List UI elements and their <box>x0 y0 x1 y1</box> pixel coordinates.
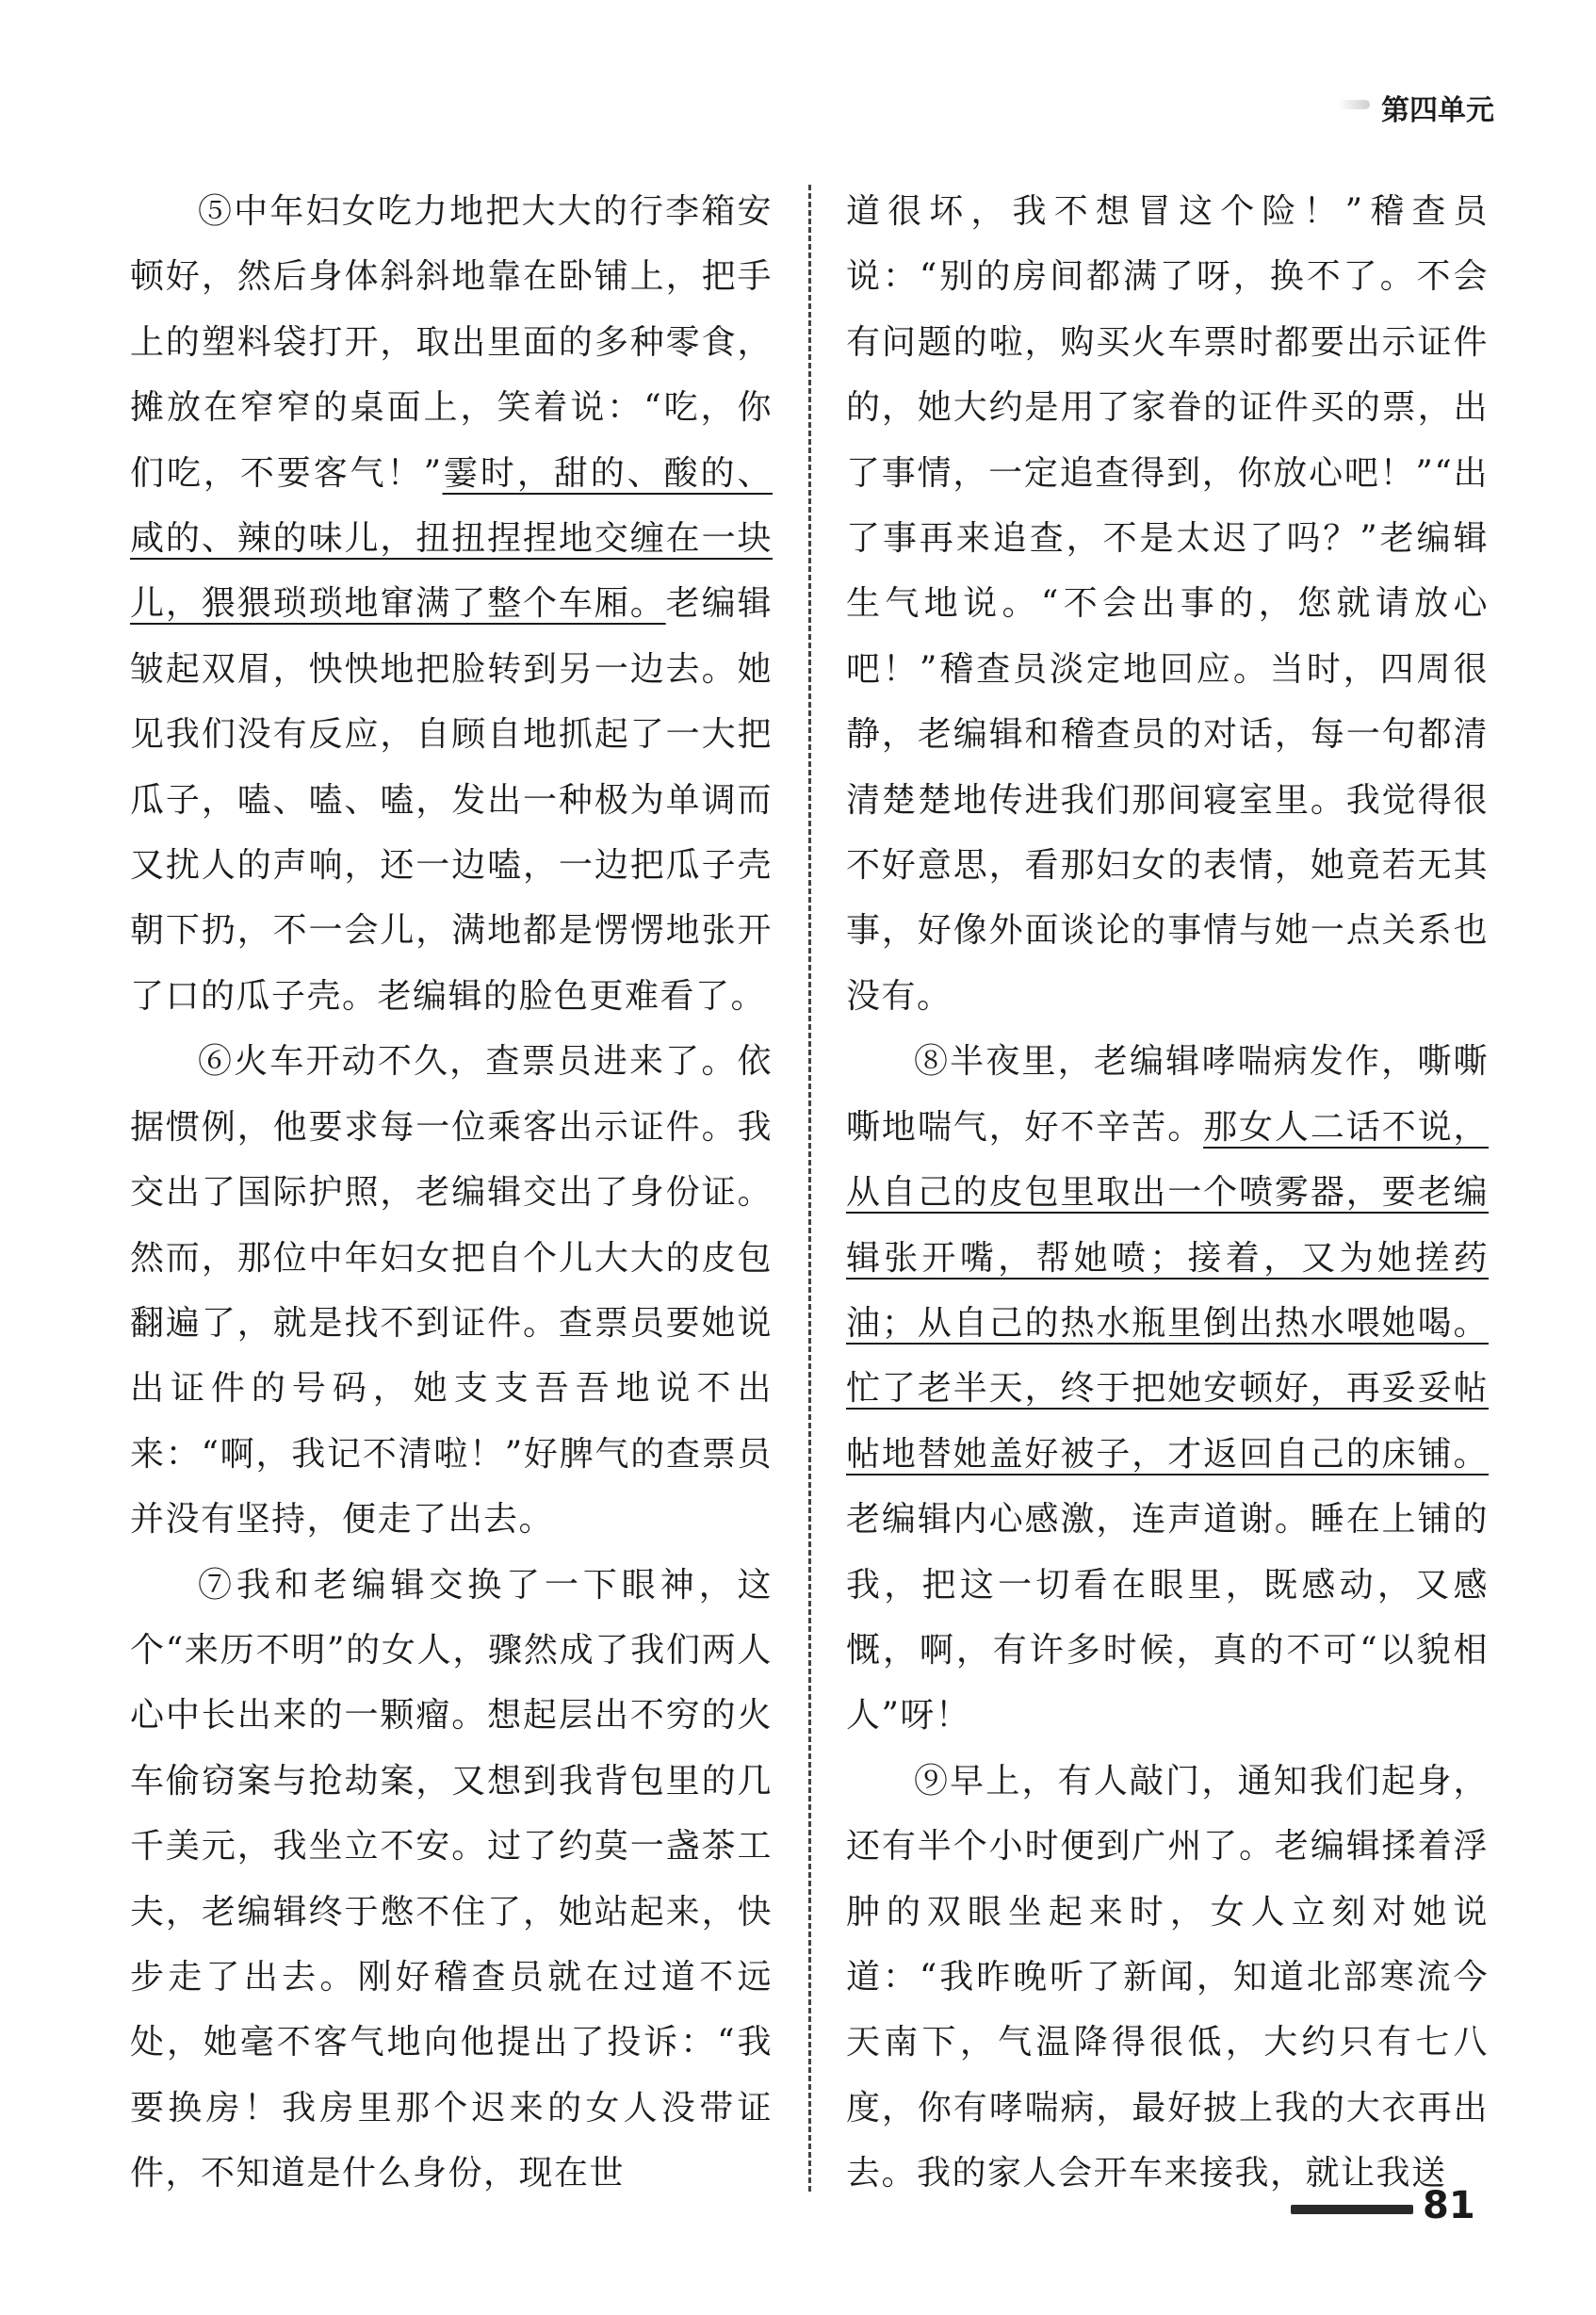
paragraph-8 <box>846 1029 1489 1748</box>
column-divider <box>808 185 811 2192</box>
paragraph-7: ⑦我和老编辑交换了一下眼神，这个“来历不明”的女人，骤然成了我们两人心中长出来的一颗瘤。想起层出不穷的火车偷窃案与抢劫案，又想到我背包里的几千美元，我坐立不安。过了约莫一盏茶工夫，老编辑终于憋不住了，她站起来，快步走了出去。刚好稽查员就在过道不远处，她毫不客气地向他提出了投诉：“我要换房！我房里那个迟来的女人没带证件，不知道是什么身份，现在世 <box>130 1565 773 2193</box>
paragraph-5 <box>130 179 773 1029</box>
paragraph-5-text-a: ⑤中年妇女吃力地把大大的行李箱安顿好，然后身体斜斜地靠在卧铺上，把手上的塑料袋打开，取出里面的多种零食，摊放在窄窄的桌面上，笑着说：“吃，你们吃，不要客气！” <box>130 192 773 493</box>
paragraph-6: ⑥火车开动不久，查票员进来了。依据惯例，他要求每一位乘客出示证件。我交出了国际护照，老编辑交出了身份证。然而，那位中年妇女把自个儿大大的皮包翻遍了，就是找不到证件。查票员要她说出证件的号码，她支支吾吾地说不出来：“啊，我记不清啦！”好脾气的查票员并没有坚持，便走了出去。 <box>130 1042 773 1540</box>
paragraph-8-text-a: ⑧半夜里，老编辑哮喘病发作，嘶嘶嘶地喘气，好不辛苦。 <box>846 1042 1489 1147</box>
paragraph-9: ⑨早上，有人敲门，通知我们起身，还有半个小时便到广州了。老编辑揉着浮肿的双眼坐起来时，女人立刻对她说道：“我昨晚听了新闻，知道北部寒流今天南下，气温降得很低，大约只有七八度，你有哮喘病，最好披上我的大衣再出去。我的家人会开车来接我，就让我送 <box>846 1761 1489 2193</box>
unit-header: 第四单元 <box>1381 87 1494 128</box>
paragraph-5-underlined: 霎时，甜的、酸的、咸的、辣的味儿，扭扭捏捏地交缠在一块儿，猥猥琐琐地窜满了整个车厢。 <box>130 453 773 624</box>
paragraph-7-continued: 道很坏，我不想冒这个险！”稽查员说：“别的房间都满了呀，换不了。不会有问题的啦，购买火车票时都要出示证件的，她大约是用了家眷的证件买的票，出了事情，一定追查得到，你放心吧！”“出了事再来追查，不是太迟了吗？”老编辑生气地说。“不会出事的，您就请放心吧！”稽查员淡定地回应。当时，四周很静，老编辑和稽查员的对话，每一句都清清楚楚地传进我们那间寝室里。我觉得很不好意思，看那妇女的表情，她竟若无其事，好像外面谈论的事情与她一点关系也没有。 <box>846 192 1489 1016</box>
right-column <box>846 179 1489 2207</box>
footer-bar <box>1291 2205 1413 2214</box>
paragraph-8-underlined: 那女人二话不说，从自己的皮包里取出一个喷雾器，要老编辑张开嘴，帮她喷；接着，又为她搓药油；从自己的热水瓶里倒出热水喂她喝。忙了老半天，终于把她安顿好，再妥妥帖帖地替她盖好被子，才返回自己的床铺。 <box>846 1107 1489 1474</box>
paragraph-5-text-b: 老编辑皱起双眉，怏怏地把脸转到另一边去。她见我们没有反应，自顾自地抓起了一大把瓜子，嗑、嗑、嗑，发出一种极为单调而又扰人的声响，还一边嗑，一边把瓜子壳朝下扔，不一会儿，满地都是愣愣地张开了口的瓜子壳。老编辑的脸色更难看了。 <box>130 584 773 1016</box>
left-column <box>130 179 773 2207</box>
paragraph-8-text-b: 老编辑内心感激，连声道谢。睡在上铺的我，把这一切看在眼里，既感动，又感慨，啊，有许多时候，真的不可“以貌相人”呀！ <box>846 1500 1489 1736</box>
page-number: 81 <box>1423 2184 1475 2227</box>
